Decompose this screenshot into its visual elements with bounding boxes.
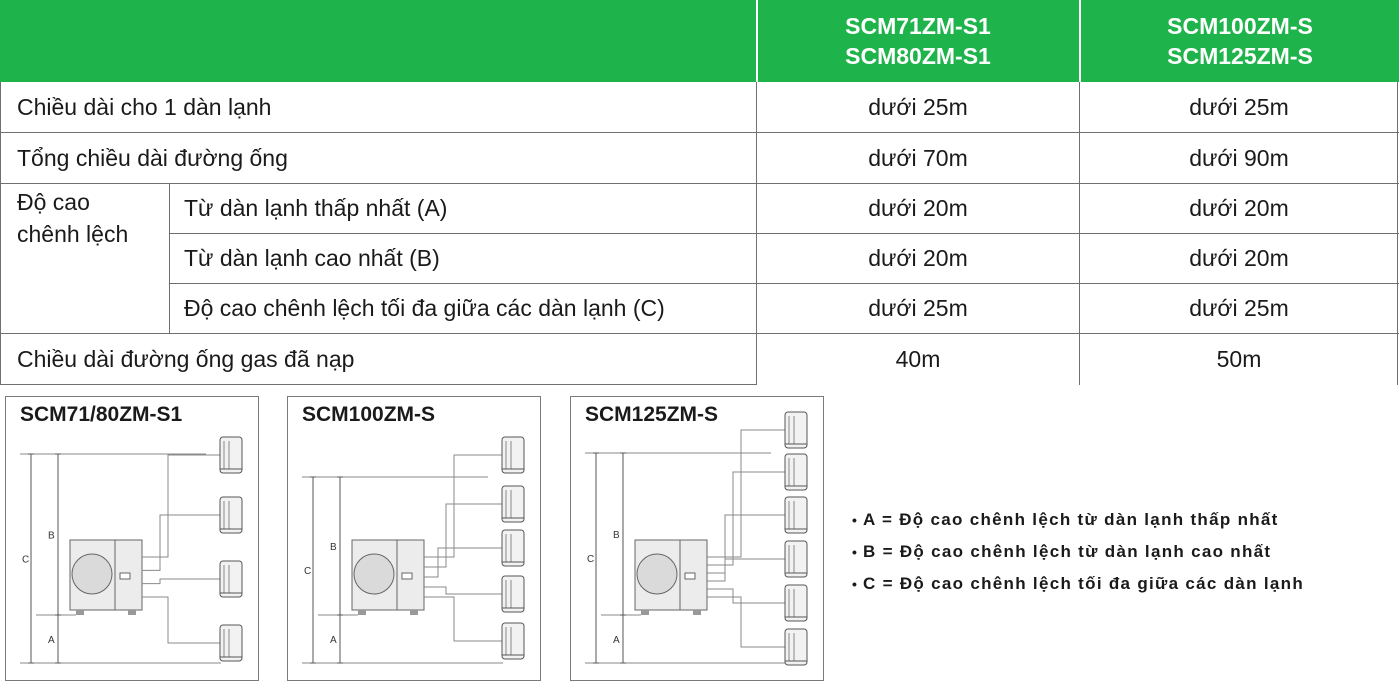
row-value: dưới 20m (1189, 245, 1289, 271)
outdoor-unit-badge (685, 573, 695, 579)
legend-item-b (852, 541, 1304, 573)
indoor-unit-icon (502, 530, 524, 566)
refrigerant-pipe (707, 430, 785, 557)
refrigerant-pipe (142, 455, 220, 557)
diagram-title: SCM125ZM-S (585, 403, 719, 426)
row-value: dưới 25m (1189, 295, 1289, 321)
row-value: dưới 25m (868, 295, 968, 321)
dimension-label-c: C (587, 554, 595, 565)
model-name: SCM71ZM-S1 (845, 13, 991, 39)
diagram-title: SCM100ZM-S (302, 403, 436, 426)
refrigerant-pipe (707, 589, 785, 603)
row-label: Từ dàn lạnh cao nhất (B) (184, 245, 440, 271)
bullet-icon: • (852, 544, 859, 560)
outdoor-unit-fan-icon (72, 554, 112, 594)
row-label: Chiều dài cho 1 dàn lạnh (17, 94, 272, 120)
column-header-model-group-2 (1081, 0, 1399, 82)
indoor-unit-icon (785, 629, 807, 665)
row-value: dưới 25m (1189, 94, 1289, 120)
row-value: 40m (895, 345, 941, 372)
legend-item-a (852, 509, 1304, 541)
refrigerant-pipe (142, 515, 220, 570)
refrigerant-pipe (424, 548, 502, 577)
legend-item-c (852, 573, 1304, 605)
piping-diagram-drawing (288, 397, 542, 682)
indoor-unit-icon (502, 576, 524, 612)
indoor-unit-icon (220, 625, 242, 661)
row-value: dưới 90m (1189, 144, 1289, 171)
indoor-unit-icon (785, 454, 807, 490)
row-value: dưới 20m (1189, 195, 1289, 221)
refrigerant-pipe (707, 515, 785, 573)
refrigerant-pipe (424, 504, 502, 567)
indoor-unit-icon (220, 561, 242, 597)
piping-diagram-drawing (571, 397, 825, 682)
row-value: 50m (1216, 345, 1262, 372)
group-label-line: chênh lệch (17, 221, 129, 247)
legend (852, 509, 1304, 605)
model-name: SCM125ZM-S (1167, 43, 1313, 69)
outdoor-unit-fan-icon (637, 554, 677, 594)
dimension-label-b: B (48, 530, 55, 542)
indoor-unit-icon (502, 623, 524, 659)
indoor-unit-icon (785, 497, 807, 533)
piping-diagram-scm125 (570, 396, 824, 681)
indoor-unit-icon (502, 437, 524, 473)
piping-diagram-scm100 (287, 396, 541, 681)
table-bottom-border (0, 384, 757, 385)
row-value: dưới 20m (868, 195, 968, 221)
indoor-unit-icon (502, 486, 524, 522)
indoor-unit-icon (220, 497, 242, 533)
dimension-label-b: B (330, 542, 337, 553)
piping-diagram-scm71-80 (5, 396, 259, 681)
refrigerant-pipe (424, 587, 502, 594)
model-name: SCM80ZM-S1 (845, 43, 991, 69)
dimension-label-c: C (22, 554, 30, 566)
refrigerant-pipe (707, 559, 785, 581)
model-name: SCM100ZM-S (1167, 13, 1313, 39)
row-label: Chiều dài đường ống gas đã nạp (17, 345, 355, 372)
indoor-unit-icon (220, 437, 242, 473)
dimension-label-a: A (613, 635, 620, 646)
row-label: Độ cao chênh lệch tối đa giữa các dàn lạnh (C) (184, 295, 665, 321)
bullet-icon: • (852, 512, 859, 528)
dimension-label-b: B (613, 530, 620, 541)
refrigerant-pipe (424, 597, 502, 641)
diagram-title: SCM71/80ZM-S1 (20, 403, 183, 426)
refrigerant-pipe (424, 455, 502, 557)
row-label: Từ dàn lạnh thấp nhất (A) (184, 195, 448, 221)
row-value: dưới 70m (868, 144, 968, 171)
refrigerant-pipe (707, 472, 785, 565)
piping-diagram-drawing (6, 397, 260, 682)
row-value: dưới 25m (868, 94, 968, 120)
dimension-label-a: A (48, 635, 55, 646)
outdoor-unit-foot (76, 610, 84, 615)
indoor-unit-icon (785, 412, 807, 448)
refrigerant-pipe (707, 597, 785, 647)
outdoor-unit-fan-icon (354, 554, 394, 594)
indoor-unit-icon (785, 585, 807, 621)
group-label-line: Độ cao (17, 189, 90, 215)
outdoor-unit-badge (402, 573, 412, 579)
dimension-label-c: C (304, 566, 312, 577)
legend-text: A = Độ cao chênh lệch từ dàn lạnh thấp nhất (863, 510, 1279, 529)
row-value: dưới 20m (868, 245, 968, 271)
dimension-label-a: A (330, 635, 337, 646)
outdoor-unit-badge (120, 573, 130, 579)
outdoor-unit-foot (128, 610, 136, 615)
bullet-icon: • (852, 576, 859, 592)
legend-text: C = Độ cao chênh lệch tối đa giữa các dàn lạnh (863, 574, 1305, 593)
outdoor-unit-foot (641, 610, 649, 615)
outdoor-unit-foot (358, 610, 366, 615)
refrigerant-pipe (142, 597, 220, 643)
indoor-unit-icon (785, 541, 807, 577)
legend-text: B = Độ cao chênh lệch từ dàn lạnh cao nhất (863, 542, 1272, 561)
refrigerant-pipe (142, 579, 220, 584)
outdoor-unit-foot (410, 610, 418, 615)
column-header-model-group-1 (757, 0, 1079, 82)
row-label: Tổng chiều dài đường ống (17, 144, 288, 171)
group-label-height-difference (0, 186, 169, 266)
outdoor-unit-foot (693, 610, 701, 615)
